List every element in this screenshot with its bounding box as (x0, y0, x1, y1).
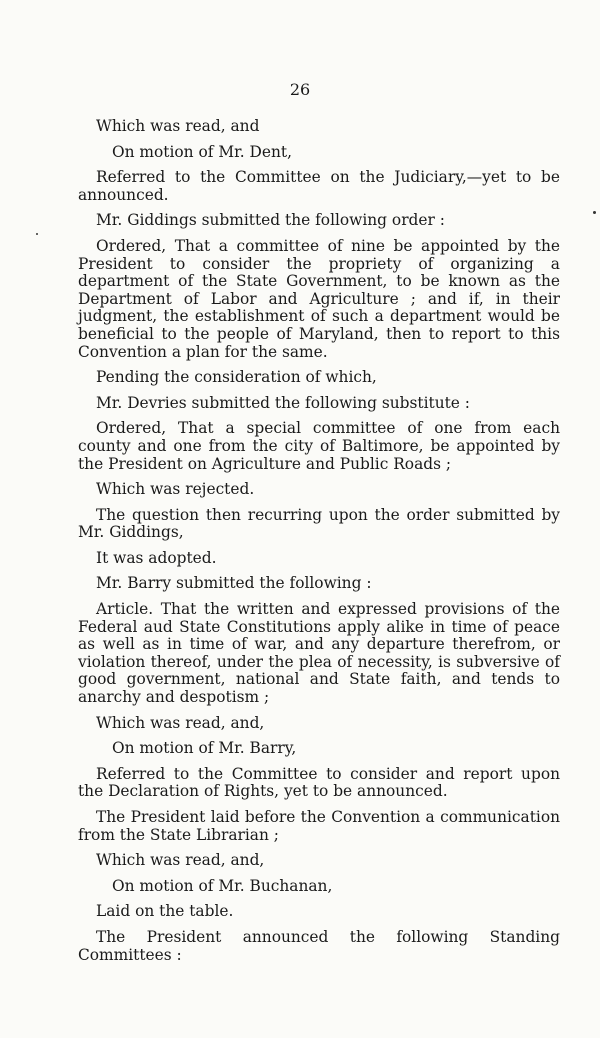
paragraph: It was adopted. (96, 548, 217, 567)
paragraph: Which was read, and, (96, 713, 265, 732)
paragraph: Which was read, and, (96, 851, 265, 870)
paragraph: Mr. Devries submitted the following substitute : (96, 393, 470, 412)
paragraph: Pending the consideration of which, (96, 368, 377, 387)
paragraph: The President announced the following Standing Committees : (78, 927, 560, 964)
paragraph: Article. That the written and expressed provisions of the Federal aud State Constitutions apply alike in time of peace as well as in time of war, and any departure therefrom, or violation thereof, under the plea of necessity, is subversive of good government, national and State faith, and tends to anarchy and despotism ; (78, 600, 560, 707)
paragraph: Ordered, That a committee of nine be appointed by the President to consider the propriety of organizing a department of the State Government, to be known as the Department of Labor and Agriculture ; and if, in their judgment, the establishment of such a department would be beneficial to the people of Maryland, then to report to this Convention a plan for the same. (78, 236, 560, 361)
paragraph: Referred to the Committee to consider and report upon the Declaration of Rights, yet to be announced. (78, 764, 560, 801)
paragraph: Ordered, That a special committee of one from each county and one from the city of Baltimore, be appointed by the President on Agriculture and Public Roads ; (78, 419, 560, 473)
paragraph: The question then recurring upon the order submitted by Mr. Giddings, (78, 505, 560, 542)
paragraph: On motion of Mr. Barry, (112, 739, 297, 758)
paragraph: Referred to the Committee on the Judiciary,—yet to be announced. (78, 168, 560, 204)
page-number: 26 (289, 80, 311, 99)
paragraph: Which was rejected. (96, 480, 255, 499)
ink-speck (593, 211, 596, 214)
document-body (78, 118, 560, 972)
paragraph: Which was read, and (96, 117, 260, 135)
ink-speck (36, 233, 38, 235)
paragraph: On motion of Mr. Dent, (112, 142, 292, 161)
paragraph: On motion of Mr. Buchanan, (112, 876, 333, 895)
paragraph: Mr. Barry submitted the following : (96, 574, 372, 593)
paragraph: Mr. Giddings submitted the following order : (96, 211, 445, 230)
paragraph: The President laid before the Convention a communication from the State Librarian ; (78, 808, 560, 844)
paragraph: Laid on the table. (96, 902, 234, 921)
